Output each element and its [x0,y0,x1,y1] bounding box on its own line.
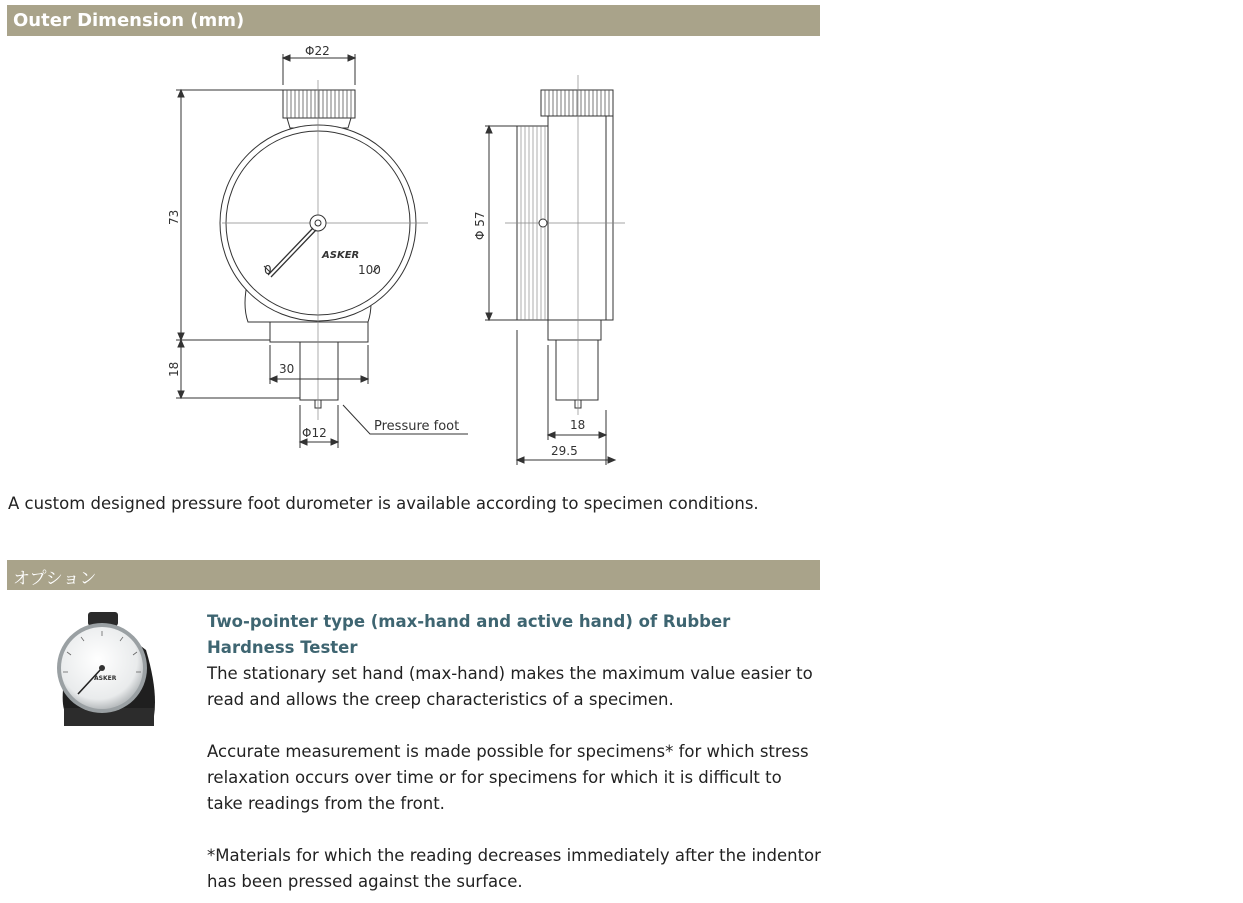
photo-brand-logo: ASKER [94,675,117,682]
option-title: Two-pointer type (max-hand and active hand) of Rubber Hardness Tester [207,612,731,657]
dim-side-diameter: Φ 57 [473,211,487,240]
scale-hundred-label: 100 [358,263,381,277]
dial-brand-logo: ASKER [322,250,360,261]
custom-foot-caption: A custom designed pressure foot durometer is available according to specimen conditions. [8,494,759,513]
option-paragraph-2: Accurate measurement is made possible for specimens* for which stress relaxation occurs over time or for specimens for which it is difficult to take readings from the front. [207,742,809,813]
dim-base-width: 30 [279,362,295,376]
dim-side-foot-width: 18 [570,418,586,432]
dim-height-foot: 18 [167,361,181,377]
outer-dimension-header: Outer Dimension (mm) [7,5,820,36]
durometer-photo [50,610,162,728]
scale-zero-label: 0 [264,263,272,277]
option-paragraph-3: *Materials for which the reading decreases immediately after the indentor has been pressed against the surface. [207,846,821,891]
option-paragraph-1: The stationary set hand (max-hand) makes the maximum value easier to read and allows the creep characteristics of a specimen. [207,664,813,709]
option-description [207,609,822,895]
dim-foot-diameter: Φ12 [302,426,327,440]
dimension-drawing [160,40,640,470]
dim-side-total-width: 29.5 [551,444,578,458]
dim-top-width: Φ22 [305,44,330,58]
dim-height-body: 73 [167,209,181,225]
options-header: オプション [7,560,820,590]
pressure-foot-label: Pressure foot [374,419,460,434]
